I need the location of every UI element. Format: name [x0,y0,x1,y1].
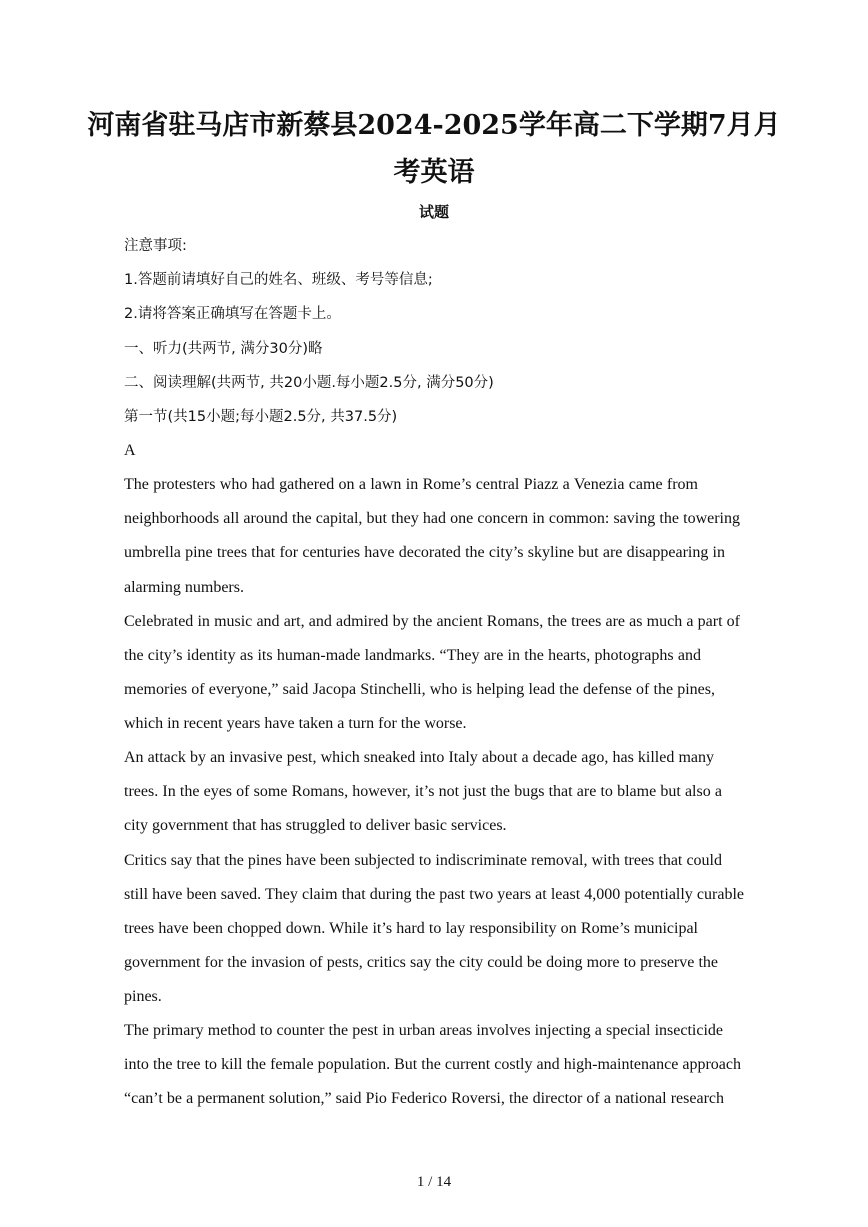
passage-line: trees have been chopped down. While it’s hard to lay responsibility on Rome’s municipal [124,920,698,937]
passage-line: Celebrated in music and art, and admired by the ancient Romans, the trees are as much a part of [124,613,740,630]
passage-label: A [124,442,136,459]
passage-line: still have been saved. They claim that during the past two years at least 4,000 potentially curable [124,886,744,903]
passage-line: city government that has struggled to deliver basic services. [124,817,507,834]
passage-line: government for the invasion of pests, critics say the city could be doing more to preserve the [124,954,718,971]
passage-line: the city’s identity as its human-made landmarks. “They are in the hearts, photographs and [124,647,701,664]
document-title-line-1: 河南省驻马店市新蔡县2024-2025学年高二下学期7月月 [87,110,781,141]
passage-line: memories of everyone,” said Jacopa Stinchelli, who is helping lead the defense of the pines, [124,681,715,698]
part-reading: 二、阅读理解(共两节, 共20小题.每小题2.5分, 满分50分) [124,375,494,391]
passage-line: which in recent years have taken a turn for the worse. [124,715,467,732]
document-title-line-2: 考英语 [393,157,475,188]
passage-line: An attack by an invasive pest, which sneaked into Italy about a decade ago, has killed many [124,749,714,766]
passage-line: neighborhoods all around the capital, but they had one concern in common: saving the towering [124,510,740,527]
passage-line: umbrella pine trees that for centuries have decorated the city’s skyline but are disappearing in [124,544,725,561]
section-one-heading: 第一节(共15小题;每小题2.5分, 共37.5分) [124,409,398,425]
passage-line: The primary method to counter the pest in urban areas involves injecting a special insecticide [124,1022,723,1039]
page-number: 1 / 14 [416,1174,452,1190]
passage-line: trees. In the eyes of some Romans, however, it’s not just the bugs that are to blame but also a [124,783,722,800]
passage-line: “can’t be a permanent solution,” said Pio Federico Roversi, the director of a national research [124,1090,724,1107]
notice-heading: 注意事项: [124,238,187,254]
passage-line: alarming numbers. [124,579,244,596]
notice-item-1: 1.答题前请填好自己的姓名、班级、考号等信息; [124,272,433,288]
notice-item-2: 2.请将答案正确填写在答题卡上。 [124,306,341,322]
passage-line: Critics say that the pines have been subjected to indiscriminate removal, with trees that could [124,852,722,869]
passage-line: pines. [124,988,162,1005]
passage-line: into the tree to kill the female population. But the current costly and high-maintenance approach [124,1056,741,1073]
document-subtitle: 试题 [418,203,449,221]
part-listening: 一、听力(共两节, 满分30分)略 [124,341,323,357]
passage-line: The protesters who had gathered on a lawn in Rome’s central Piazz a Venezia came from [124,476,698,493]
